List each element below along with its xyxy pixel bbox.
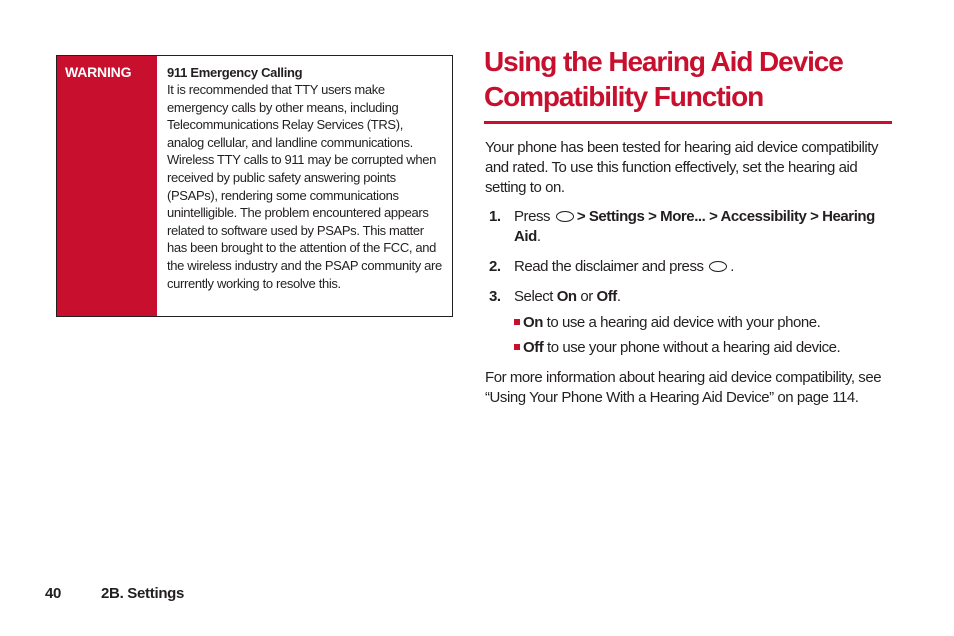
menu-key-icon [709,261,727,272]
bullet-term: On [523,314,543,331]
warning-label: WARNING [65,64,132,80]
step-number: 2. [489,258,501,275]
bullet-square-icon [514,319,520,325]
heading-rule [484,121,892,124]
step-3 [489,287,894,307]
bullet-square-icon [514,344,520,350]
option-bullet-off [514,338,894,358]
footer-section-name: 2B. Settings [101,585,185,602]
step-pre: Read the disclaimer and press [514,258,704,275]
page-number: 40 [45,585,62,602]
step-post: . [730,258,734,275]
warning-body: It is recommended that TTY users make emergency calls by other means, including Telecommunications Relay Services (TRS), analog cellular, and landline communications. Wireless TTY calls to 911 may be corrupted when received by public safety answering points (PSAPs), rendering some communications unintelligible. The problem encountered appears related to software used by PSAPs. This matter has been brought to the attention of the FCC, and the wireless industry and the PSAP community are currently working to resolve this. [167,82,442,291]
option-on: On [556,288,577,305]
step-text [514,207,894,247]
step-pre: Select [514,288,553,305]
step-post: . [616,288,621,305]
settings-path: > Settings > More... > Accessibility > Hearing Aid [514,208,875,245]
bullet-desc: to use your phone without a hearing aid device. [547,339,841,356]
step-pre: Press [514,208,551,225]
option-bullet-on [514,313,894,333]
step-text [514,287,894,307]
option-off: Off [596,288,617,305]
step-number: 3. [489,288,501,305]
warning-title: 911 Emergency Calling [167,65,303,80]
intro-paragraph: Your phone has been tested for hearing aid device compatibility and rated. To use this function effectively, set the hearing aid setting to on. [485,139,879,196]
step-2 [489,257,894,277]
warning-label-cell [57,56,157,316]
bullet-desc: to use a hearing aid device with your phone. [546,314,821,331]
warning-content [157,56,452,316]
step-mid: or [580,288,593,305]
step-1 [489,207,894,247]
bullet-term: Off [523,339,544,356]
warning-box [56,55,453,317]
step-number: 1. [489,208,501,225]
step-text [514,257,894,277]
step-post: . [536,228,541,245]
outro-paragraph: For more information about hearing aid device compatibility, see “Using Your Phone With a Hearing Aid Device” on page 114. [485,369,882,406]
menu-key-icon [556,211,574,222]
section-title: Using the Hearing Aid Device Compatibility Function [484,46,843,112]
